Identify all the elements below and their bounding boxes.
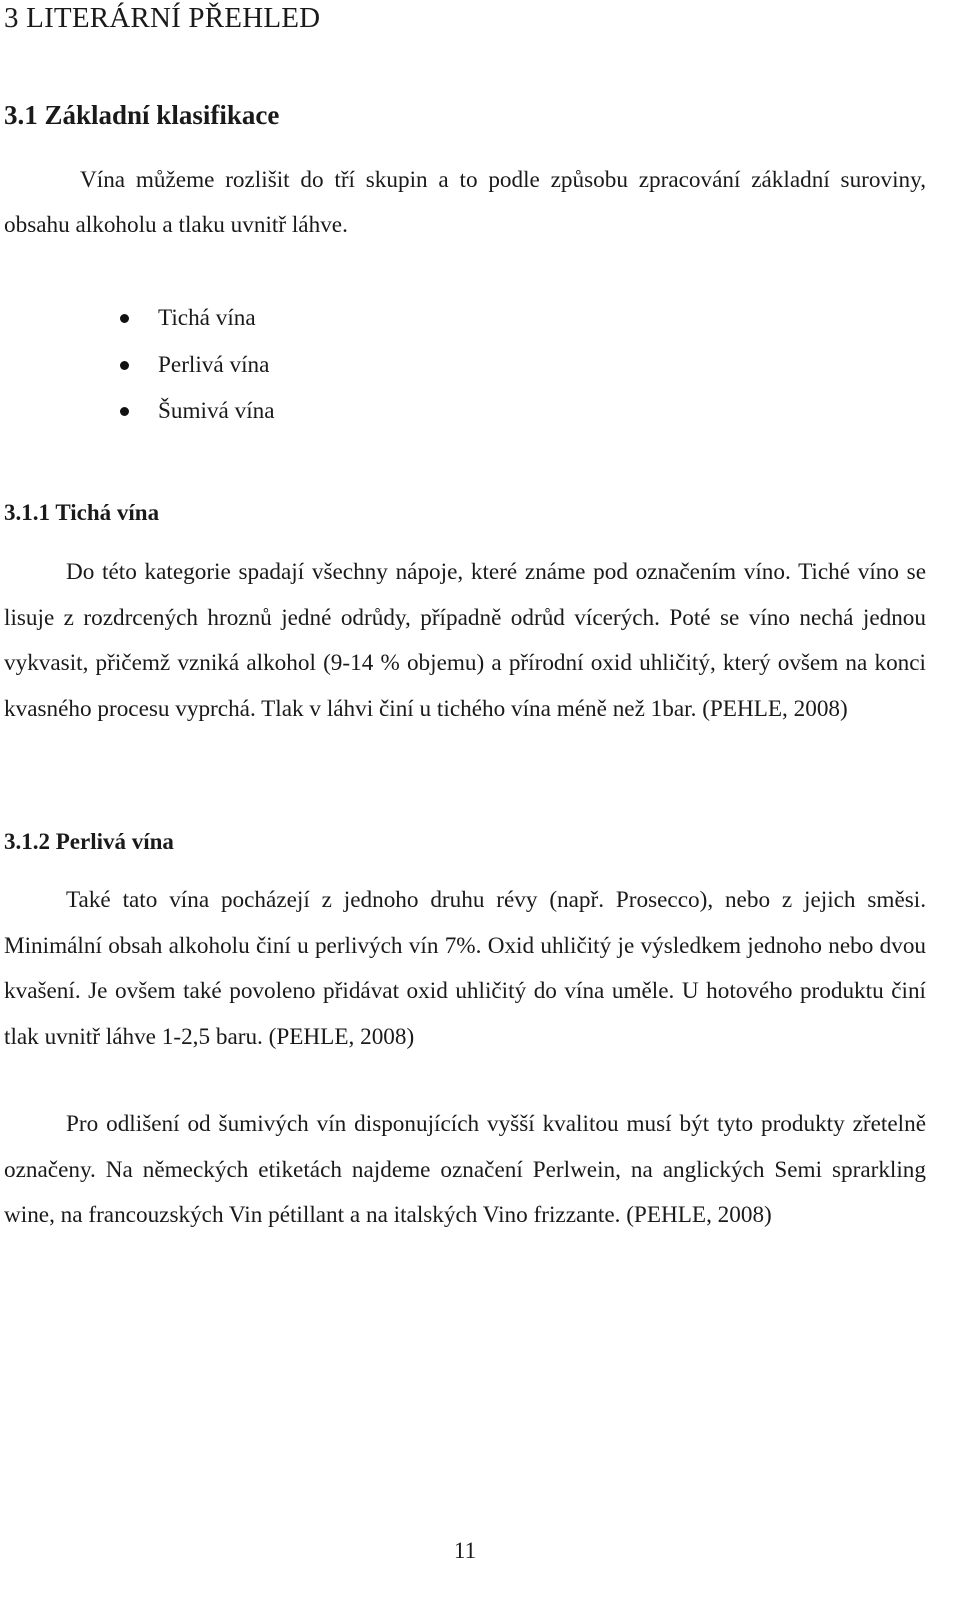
list-item [0,295,275,342]
list-item-label: Perlivá vína [158,351,270,378]
paragraph: Do této kategorie spadají všechny nápoje, které známe pod označením víno. Tiché víno se lisuje z rozdrcených hroznů jedné odrůdy, případně odrůd vícerých. Poté se víno nechá jednou vykvasit, přičemž vzniká alkohol (9-14 % objemu) a přírodní oxid uhličitý, který ovšem na konci kvasného procesu vyprchá. Tlak v láhvi činí u tichého vína méně než 1bar. (PEHLE, 2008) [4,559,926,722]
paragraph: Také tato vína pocházejí z jednoho druhu révy (např. Prosecco), nebo z jejich směsi. Minimální obsah alkoholu činí u perlivých vín 7%. Oxid uhličitý je výsledkem jednoho nebo dvou kvašení. Je ovšem také povoleno přidávat oxid uhličitý do vína uměle. U hotového produktu činí tlak uvnitř láhve 1-2,5 baru. (PEHLE, 2008) [4,887,926,1050]
bullet-icon [120,407,129,416]
paragraph: Pro odlišení od šumivých vín disponujících vyšší kvalitou musí být tyto produkty zřetelně označeny. Na německých etiketách najdeme označení Perlwein, na anglických Semi sprarkling wine, na francouzských Vin pétillant a na italských Vino frizzante. (PEHLE, 2008) [4,1111,926,1228]
page-number: 11 [453,1538,477,1563]
bullet-icon [120,361,129,370]
bullet-icon [120,314,129,323]
section-title: 3.1 Základní klasifikace [4,100,280,130]
subsection-title: 3.1.2 Perlivá vína [4,829,174,854]
list-item-label: Šumivá vína [158,398,275,424]
list-item [0,342,275,389]
subsection-title: 3.1.1 Tichá vína [4,500,160,525]
list-item-label: Tichá vína [158,305,256,331]
chapter-title: 3 LITERÁRNÍ PŘEHLED [4,2,321,34]
wine-types-list [0,295,275,435]
list-item [0,388,275,435]
section-intro-paragraph: Vína můžeme rozlišit do tří skupin a to podle způsobu zpracování základní suroviny, obsahu alkoholu a tlaku uvnitř láhve. [4,167,926,238]
